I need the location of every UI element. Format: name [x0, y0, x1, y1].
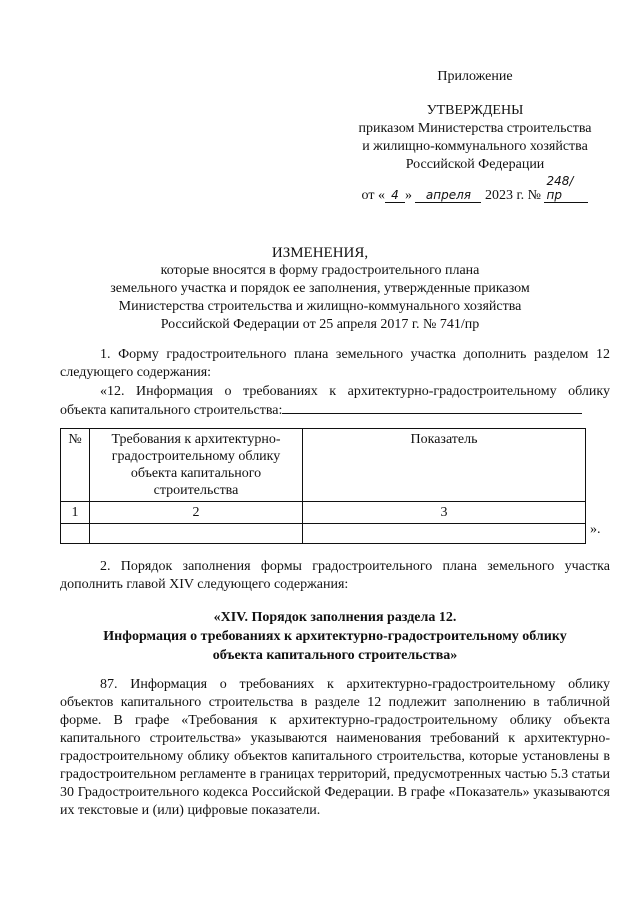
- changes-title: [60, 244, 580, 334]
- empty-cell: [303, 524, 586, 544]
- paragraph-2-text: «12. Информация о требованиях к архитектурно-градостроительному облику объекта капитального строительства:: [60, 384, 610, 418]
- empty-cell: [90, 524, 303, 544]
- date-month-handwritten: апреля: [415, 188, 481, 203]
- date-prefix: от «: [361, 188, 385, 203]
- column-number-1: 1: [61, 502, 90, 524]
- title-line-2: земельного участка и порядок ее заполнения, утвержденные приказом: [110, 281, 530, 296]
- approval-line-3: Российской Федерации: [405, 157, 545, 172]
- requirements-table: [60, 428, 586, 544]
- closing-quote: ».: [590, 522, 601, 537]
- date-day-handwritten: 4: [385, 188, 405, 203]
- table-row: [61, 502, 586, 524]
- order-number-handwritten: 248/пр: [544, 174, 588, 203]
- section-heading-line-2: Информация о требованиях к архитектурно-градостроительному облику: [103, 629, 567, 644]
- empty-cell: [61, 524, 90, 544]
- header-indicator: Показатель: [303, 429, 586, 502]
- paragraph-1: 1. Форму градостроительного плана земельного участка дополнить разделом 12 следующего содержания:: [60, 347, 610, 380]
- paragraph-87: 87. Информация о требованиях к архитектурно-градостроительному облику объектов капитального строительства в разделе 12 подлежит заполнению в табличной форме. В графе «Требования к архитектурно-градостроительному облику объекта капитального строительства» указываются наименования требований к архитектурно-градостроительному облику объектов капитального строительства, которые установлены в градостроительном регламенте в границах территорий, предусмотренных частью 5.3 статьи 30 Градостроительного кодекса Российской Федерации. В графе «Показатель» указываются их текстовые и (или) цифровые показатели.: [60, 677, 610, 818]
- section-heading-line-1: «XIV. Порядок заполнения раздела 12.: [213, 610, 457, 625]
- header-requirements: Требования к архитектурно-градостроительному облику объекта капитального строительства: [90, 429, 303, 502]
- title-heading: ИЗМЕНЕНИЯ,: [271, 245, 369, 261]
- title-line-3: Министерства строительства и жилищно-коммунального хозяйства: [118, 299, 522, 314]
- date-year: 2023 г. №: [484, 188, 541, 203]
- column-number-3: 3: [303, 502, 586, 524]
- table-header-row: [61, 429, 586, 502]
- column-number-2: 2: [90, 502, 303, 524]
- approval-line-1: приказом Министерства строительства: [358, 121, 592, 136]
- paragraph-3: 2. Порядок заполнения формы градостроительного плана земельного участка дополнить главой XIV следующего содержания:: [60, 559, 610, 592]
- approval-line-2: и жилищно-коммунального хозяйства: [362, 139, 588, 154]
- appendix-label: Приложение: [437, 69, 513, 84]
- fill-in-blank-line: [282, 401, 582, 414]
- section-heading-line-3: объекта капитального строительства»: [212, 648, 458, 663]
- paragraph-2: [60, 383, 610, 420]
- approval-block: [330, 68, 620, 205]
- approved-label: УТВЕРЖДЕНЫ: [426, 103, 524, 118]
- section-heading: [60, 608, 610, 665]
- date-mid: »: [404, 188, 412, 203]
- title-line-4: Российской Федерации от 25 апреля 2017 г. № 741/пр: [160, 317, 480, 332]
- table-row: [61, 524, 586, 544]
- title-line-1: которые вносятся в форму градостроительного плана: [160, 263, 480, 278]
- header-number: №: [61, 429, 90, 502]
- approval-date-line: [330, 174, 620, 205]
